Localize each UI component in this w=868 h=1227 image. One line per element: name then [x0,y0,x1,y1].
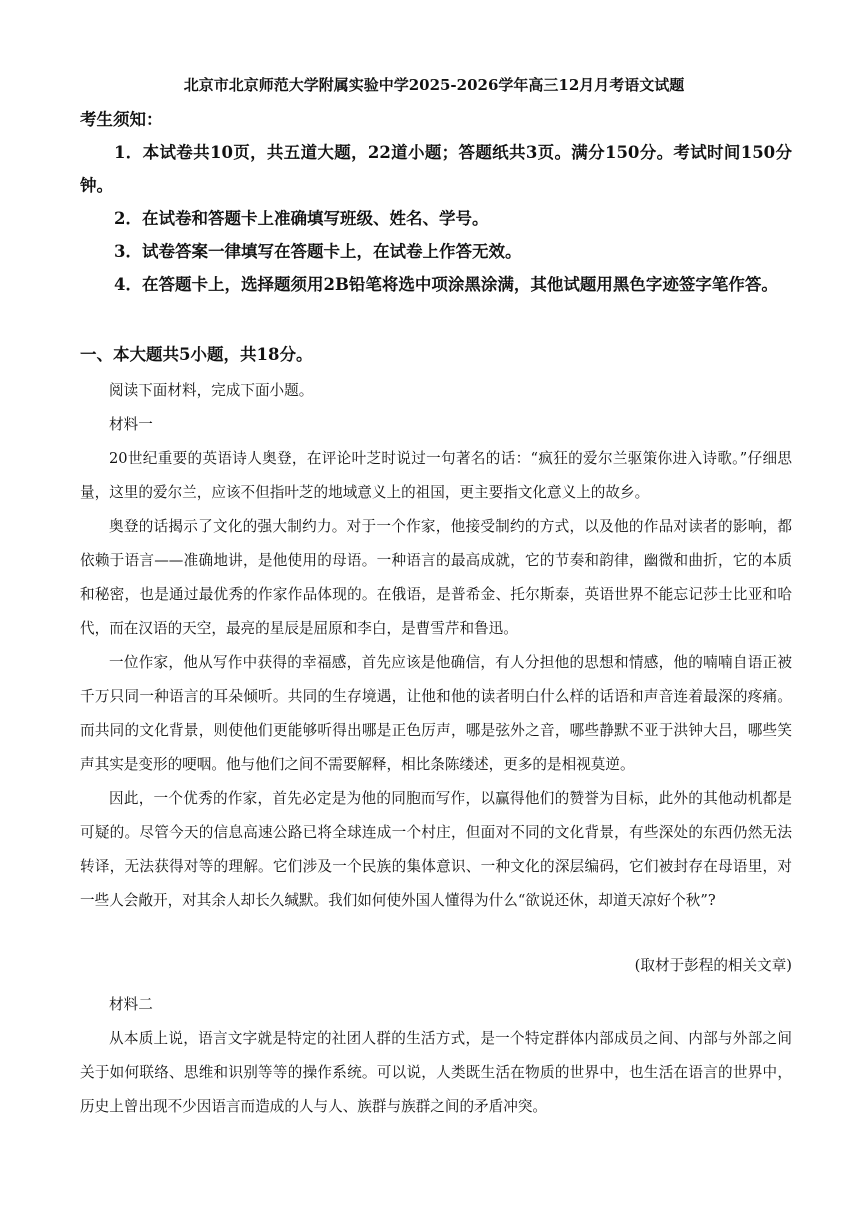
notice-heading: 考生须知： [80,110,163,129]
page-title: 北京市北京师范大学附属实验中学2025-2026学年高三12月月考语文试题 [183,76,685,94]
section-heading: 一、本大题共5小题，共18分。 [80,345,313,364]
material-1-label: 材料一 [109,416,153,433]
instruction-text: 阅读下面材料，完成下面小题。 [109,382,314,399]
notice-item-2: 2．在试卷和答题卡上准确填写班级、姓名、学号。 [114,209,489,228]
material-2-paragraph: 从本质上说，语言文字就是特定的社团人群的生活方式，是一个特定群体内部成员之间、内部与外部之间关于如何联络、思维和识别等等的操作系统。可以说，人类既生活在物质的世界中，也生活在语言的世界中，历史上曾出现不少因语言而造成的人与人、族群与族群之间的矛盾冲突。 [80,1030,792,1115]
material-1-paragraph: 因此，一个优秀的作家，首先必定是为他的同胞而写作，以赢得他们的赞誉为目标，此外的其他动机都是可疑的。尽管今天的信息高速公路已将全球连成一个村庄，但面对不同的文化背景，有些深处的东西仍然无法转译，无法获得对等的理解。它们涉及一个民族的集体意识、一种文化的深层编码，它们被封存在母语里，对一些人会敞开，对其余人却长久缄默。我们如何使外国人懂得为什么“欲说还休，却道天凉好个秋”? [80,790,792,909]
material-1-paragraph: 奥登的话揭示了文化的强大制约力。对于一个作家，他接受制约的方式，以及他的作品对读者的影响，都依赖于语言——准确地讲，是他使用的母语。一种语言的最高成就，它的节奏和韵律，幽微和曲折，它的本质和秘密，也是通过最优秀的作家作品体现的。在俄语，是普希金、托尔斯泰，英语世界不能忘记莎士比亚和哈代，而在汉语的天空，最亮的星辰是屈原和李白，是曹雪芹和鲁迅。 [80,518,792,637]
notice-item-3: 3．试卷答案一律填写在答题卡上，在试卷上作答无效。 [114,242,522,261]
notice-item-4: 4．在答题卡上，选择题须用2B铅笔将选中项涂黑涂满，其他试题用黑色字迹签字笔作答。 [114,275,778,294]
material-1-source: (取材于彭程的相关文章) [634,957,792,974]
material-1-paragraph: 20世纪重要的英语诗人奥登，在评论叶芝时说过一句著名的话：“疯狂的爱尔兰驱策你进入诗歌。”仔细思量，这里的爱尔兰，应该不但指叶芝的地域意义上的祖国，更主要指文化意义上的故乡。 [80,450,792,501]
material-2-label: 材料二 [109,996,153,1013]
notice-item-1: 1．本试卷共10页，共五道大题，22道小题；答题纸共3页。满分150分。考试时间150分钟。 [80,143,792,195]
material-1-paragraph: 一位作家，他从写作中获得的幸福感，首先应该是他确信，有人分担他的思想和情感，他的喃喃自语正被千万只同一种语言的耳朵倾听。共同的生存境遇，让他和他的读者明白什么样的话语和声音连着最深的疼痛。而共同的文化背景，则使他们更能够听得出哪是正色厉声，哪是弦外之音，哪些静默不亚于洪钟大吕，哪些笑声其实是变形的哽咽。他与他们之间不需要解释，相比条陈缕述，更多的是相视莫逆。 [80,654,792,773]
